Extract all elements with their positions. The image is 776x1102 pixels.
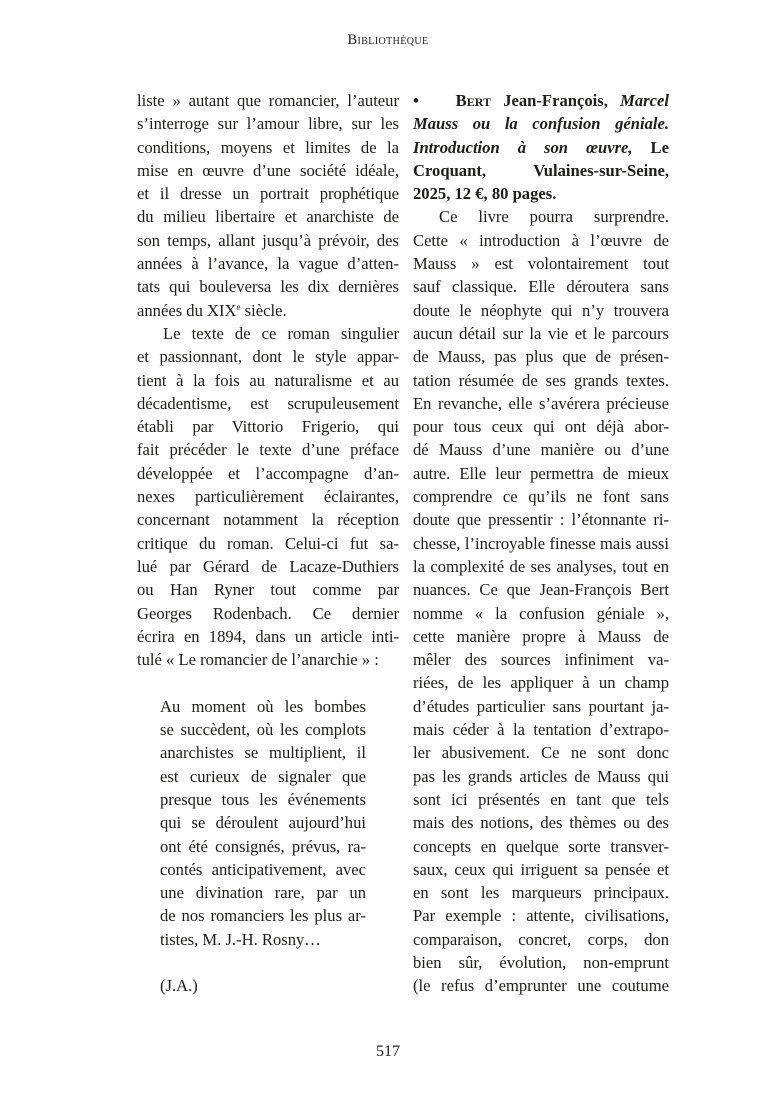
text-line: ler abusivement. Ce ne sont donc bbox=[413, 743, 669, 763]
review-body bbox=[413, 205, 669, 997]
quote-line: anarchistes se multiplient, il bbox=[160, 743, 366, 763]
running-head-title: Bibliothèque bbox=[347, 32, 429, 48]
bibliographic-entry bbox=[413, 89, 669, 205]
text-line: fait précéder le texte d’une préface bbox=[137, 440, 399, 460]
text-line: dé Mauss d’une manière ou d’une bbox=[413, 440, 669, 460]
text-line: autre. Elle leur permettra de mieux bbox=[413, 463, 669, 483]
paragraph-1 bbox=[137, 89, 399, 322]
text-line: conditions, moyens et limites de la bbox=[137, 137, 399, 157]
book-subtitle: Introduction à son œuvre, bbox=[413, 137, 633, 157]
bullet: • bbox=[413, 91, 419, 110]
superscript: e bbox=[236, 301, 241, 312]
text-line: doute le néophyte qui n’y trouvera bbox=[413, 300, 669, 320]
quote-line: se succèdent, où les complots bbox=[160, 720, 366, 740]
publisher: Le bbox=[632, 137, 669, 157]
book-title: Marcel bbox=[620, 91, 669, 110]
text-line: tats qui bouleversa les dix dernières bbox=[137, 277, 399, 297]
quote-line: presque tous les événements bbox=[160, 789, 366, 809]
text-line: (le refus d’emprunter une coutume bbox=[413, 976, 669, 996]
text-line: chesse, l’incroyable finesse mais aussi bbox=[413, 533, 669, 553]
text-line: mais céder à la tentation d’extrapo- bbox=[413, 720, 669, 740]
text-line: comprendre ce qu’ils ne font sans bbox=[413, 487, 669, 507]
text-line: tient à la fois au naturalisme et au bbox=[137, 370, 399, 390]
author-given-name: Jean-François, bbox=[490, 91, 608, 110]
text-line: comparaison, concret, corps, don bbox=[413, 929, 669, 949]
text-line: liste » autant que romancier, l’auteur bbox=[137, 91, 399, 110]
text-line: saux, ceux qui irriguent sa pensée et bbox=[413, 859, 669, 879]
text-line: pas les grands articles de Mauss qui bbox=[413, 766, 669, 786]
text-line: Cette « introduction à l’œuvre de bbox=[413, 230, 669, 250]
text-line: lué par Gérard de Lacaze-Duthiers bbox=[137, 556, 399, 576]
left-column bbox=[137, 89, 399, 998]
text-line: tulé « Le romancier de l’anarchie » : bbox=[137, 650, 379, 670]
text-line: Par exemple : attente, civilisations, bbox=[413, 906, 669, 926]
text-line: s’interroge sur l’amour libre, sur les bbox=[137, 114, 399, 134]
quote-line: ont été consignés, prévus, ra- bbox=[160, 836, 366, 856]
author-surname: Bert bbox=[455, 91, 491, 110]
publication-details: 2025, 12 €, 80 pages. bbox=[413, 184, 557, 204]
block-quote bbox=[160, 695, 366, 998]
quote-line: tistes, M. J.-H. Rosny… bbox=[160, 929, 321, 949]
text-line: années à l’avance, la vague d’atten- bbox=[137, 254, 399, 274]
publisher-line: Croquant, Vulaines-sur-Seine, bbox=[413, 160, 669, 180]
entry-line bbox=[413, 89, 669, 112]
text-line: pour tous ceux qui ont déjà abor- bbox=[413, 417, 669, 437]
text-line: nomme « la confusion géniale », bbox=[413, 603, 669, 623]
book-title-line: Mauss ou la confusion géniale. bbox=[413, 114, 669, 134]
text-line: Mauss » est volontairement tout bbox=[413, 254, 669, 274]
text-line: concepts en quelque sorte transver- bbox=[413, 836, 669, 856]
quote-line: Au moment où les bombes bbox=[160, 696, 366, 716]
right-column bbox=[413, 89, 669, 998]
text-line: En revanche, elle s’avérera précieuse bbox=[413, 393, 669, 413]
page-number: 517 bbox=[376, 1043, 400, 1060]
text-line: riées, de les appliquer à un champ bbox=[413, 673, 669, 693]
text-line: en sont les marqueurs principaux. bbox=[413, 883, 669, 903]
text-line: nexes particulièrement éclairantes, bbox=[137, 487, 399, 507]
text-line: Georges Rodenbach. Ce dernier bbox=[137, 603, 399, 623]
text-line: et passionnant, dont le style appar- bbox=[137, 347, 399, 367]
text-line bbox=[137, 299, 399, 322]
text-line: bien sûr, évolution, non-emprunt bbox=[413, 952, 669, 972]
text-line: Le texte de ce roman singulier bbox=[163, 323, 399, 343]
quote-line: qui se déroulent aujourd’hui bbox=[160, 813, 366, 833]
quote-line: contés anticipativement, avec bbox=[160, 859, 366, 879]
text-line: son temps, allant jusqu’à prévoir, des bbox=[137, 230, 399, 250]
text-line: la complexité de ses analyses, tout en bbox=[413, 556, 669, 576]
text-line: mais des notions, des thèmes ou des bbox=[413, 813, 669, 833]
text-line: d’études particulier sans pourtant ja- bbox=[413, 696, 669, 716]
text-line: développée et l’accompagne d’an- bbox=[137, 463, 399, 483]
text-line: mêler des sources infiniment va- bbox=[413, 650, 669, 670]
quote-line: est curieux de signaler que bbox=[160, 766, 366, 786]
spacer bbox=[137, 671, 399, 694]
text-line: doute que pressentir : l’étonnante ri- bbox=[413, 510, 669, 530]
text-line: concernant notamment la réception bbox=[137, 510, 399, 530]
signature: (J.A.) bbox=[160, 976, 198, 996]
text-line: tation résumée de ses grands textes. bbox=[413, 370, 669, 390]
text-line: nuances. Ce que Jean-François Bert bbox=[413, 580, 669, 600]
text-line: mise en œuvre d’une société idéale, bbox=[137, 160, 399, 180]
text-line: du milieu libertaire et anarchiste de bbox=[137, 207, 399, 227]
text-line: sont ici présentés en tant que tels bbox=[413, 789, 669, 809]
text-line: critique du roman. Celui-ci fut sa- bbox=[137, 533, 399, 553]
text-line: écrira en 1894, dans un article inti- bbox=[137, 626, 399, 646]
quote-line: une divination rare, par un bbox=[160, 883, 366, 903]
text-line: décadentisme, est scrupuleusement bbox=[137, 393, 399, 413]
text-line: et il dresse un portrait prophétique bbox=[137, 184, 399, 204]
text-line: ou Han Ryner tout comme par bbox=[137, 580, 399, 600]
text-line: sauf classique. Elle déroutera sans bbox=[413, 277, 669, 297]
text-line: cette manière propre à Mauss de bbox=[413, 626, 669, 646]
text-line: aucun détail sur la vie et le parcours bbox=[413, 323, 669, 343]
text-line: Ce livre pourra surprendre. bbox=[439, 207, 669, 227]
paragraph-2 bbox=[137, 322, 399, 671]
text-fragment: années du XIX bbox=[137, 300, 237, 320]
spacer bbox=[160, 951, 366, 974]
text-line: établi par Vittorio Frigerio, qui bbox=[137, 417, 399, 437]
quote-line: de nos romanciers les plus ar- bbox=[160, 906, 366, 926]
text-line: de Mauss, pas plus que de présen- bbox=[413, 347, 669, 367]
text-fragment: siècle. bbox=[240, 300, 287, 320]
entry-line bbox=[413, 136, 669, 159]
